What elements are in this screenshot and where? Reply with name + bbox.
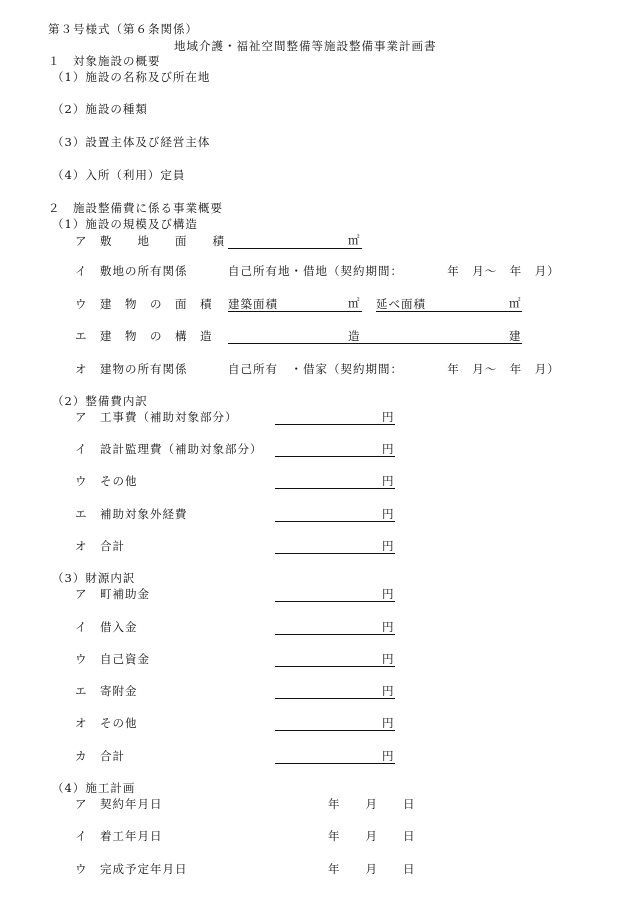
yen-unit: 円 xyxy=(382,410,394,424)
building-area-field[interactable] xyxy=(228,311,362,312)
site-area-label: ア 敷 地 面 積 xyxy=(75,234,225,248)
cost-item-other: ウ その他 xyxy=(75,474,138,488)
cost-item-total: オ 合計 xyxy=(75,539,125,553)
yen-unit: 円 xyxy=(382,539,394,553)
land-ownership-label: イ 敷地の所有関係 xyxy=(75,264,188,278)
s1-item-name-location: （1）施設の名称及び所在地 xyxy=(52,70,211,84)
yen-unit: 円 xyxy=(382,442,394,456)
building-ownership-label: オ 建物の所有関係 xyxy=(75,362,188,376)
cost-field-other[interactable] xyxy=(275,488,395,489)
building-area-label: ウ 建 物 の 面 積 xyxy=(75,297,213,311)
cost-field-design[interactable] xyxy=(275,456,395,457)
yen-unit: 円 xyxy=(382,620,394,634)
section1-heading: １ 対象施設の概要 xyxy=(48,54,161,68)
fund-item-subsidy: ア 町補助金 xyxy=(75,587,150,601)
total-floor-area-field[interactable] xyxy=(376,311,522,312)
s1-item-capacity: （4）入所（利用）定員 xyxy=(52,168,186,182)
cost-item-non-subsidy: エ 補助対象外経費 xyxy=(75,507,188,521)
fund-field-subsidy[interactable] xyxy=(275,601,395,602)
fund-field-loan[interactable] xyxy=(275,634,395,635)
total-floor-area-unit: ㎡ xyxy=(509,296,521,310)
date-field-completion[interactable]: 年 月 日 xyxy=(328,862,416,876)
yen-unit: 円 xyxy=(382,716,394,730)
structure-unit: 造 xyxy=(348,329,360,343)
form-label: 第３号様式（第６条関係） xyxy=(48,22,198,36)
fund-item-total: カ 合計 xyxy=(75,749,125,763)
fund-field-total[interactable] xyxy=(275,763,395,764)
yen-unit: 円 xyxy=(382,749,394,763)
fund-item-own-funds: ウ 自己資金 xyxy=(75,652,150,666)
fund-item-donation: エ 寄附金 xyxy=(75,684,138,698)
yen-unit: 円 xyxy=(382,474,394,488)
cost-item-construction: ア 工事費（補助対象部分） xyxy=(75,410,238,424)
yen-unit: 円 xyxy=(382,684,394,698)
yen-unit: 円 xyxy=(382,507,394,521)
total-floor-area-text: 延べ面積 xyxy=(376,297,426,311)
s2-sub3-heading: （3）財源内訳 xyxy=(52,571,136,585)
building-ownership-text: 自己所有 ・借家（契約期間： 年 月～ 年 月） xyxy=(228,362,560,376)
site-area-unit: ㎡ xyxy=(348,233,360,247)
structure-type-field[interactable] xyxy=(228,343,362,344)
cost-item-design: イ 設計監理費（補助対象部分） xyxy=(75,442,263,456)
site-area-field[interactable] xyxy=(228,248,362,249)
s1-item-facility-type: （2）施設の種類 xyxy=(52,102,148,116)
fund-item-other: オ その他 xyxy=(75,716,138,730)
plan-item-start-date: イ 着工年月日 xyxy=(75,829,163,843)
cost-field-total[interactable] xyxy=(275,553,395,554)
fund-item-loan: イ 借入金 xyxy=(75,620,138,634)
floors-field[interactable] xyxy=(348,343,522,344)
s2-sub4-heading: （4）施工計画 xyxy=(52,781,136,795)
plan-item-completion-date: ウ 完成予定年月日 xyxy=(75,862,188,876)
building-area-unit: ㎡ xyxy=(348,296,360,310)
s1-item-operator: （3）設置主体及び経営主体 xyxy=(52,135,211,149)
yen-unit: 円 xyxy=(382,587,394,601)
fund-field-other[interactable] xyxy=(275,730,395,731)
section2-heading: ２ 施設整備費に係る事業概要 xyxy=(48,201,223,215)
document-title: 地域介護・福祉空間整備等施設整備事業計画書 xyxy=(174,39,437,53)
building-area-text: 建築面積 xyxy=(228,297,278,311)
fund-field-own-funds[interactable] xyxy=(275,666,395,667)
structure-label: エ 建 物 の 構 造 xyxy=(75,329,213,343)
cost-field-non-subsidy[interactable] xyxy=(275,521,395,522)
fund-field-donation[interactable] xyxy=(275,698,395,699)
land-ownership-text: 自己所有地・借地（契約期間： 年 月～ 年 月） xyxy=(228,264,560,278)
date-field-contract[interactable]: 年 月 日 xyxy=(328,797,416,811)
s2-sub1-heading: （1）施設の規模及び構造 xyxy=(52,217,198,231)
yen-unit: 円 xyxy=(382,652,394,666)
floors-unit: 建 xyxy=(509,329,521,343)
date-field-start[interactable]: 年 月 日 xyxy=(328,829,416,843)
cost-field-construction[interactable] xyxy=(275,424,395,425)
plan-item-contract-date: ア 契約年月日 xyxy=(75,797,163,811)
s2-sub2-heading: （2）整備費内訳 xyxy=(52,394,148,408)
